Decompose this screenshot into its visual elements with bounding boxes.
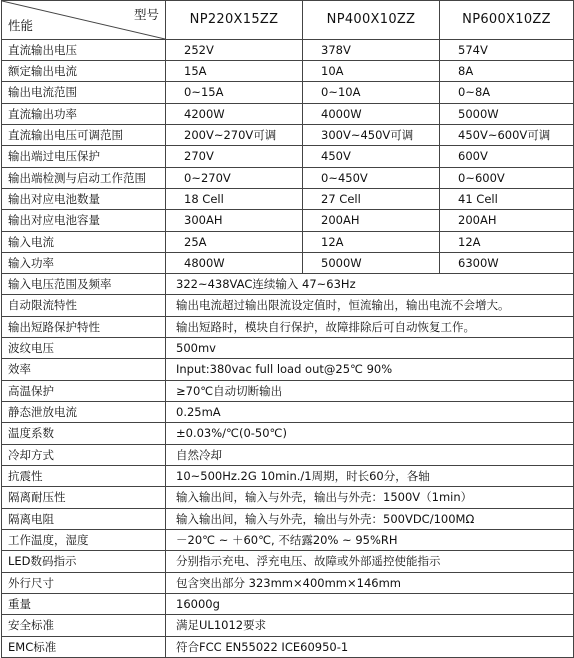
row-value: 8A [440,61,574,82]
row-label: 输出端过电压保护 [2,146,166,168]
row-label: 安全标准 [2,615,166,637]
table-row [2,359,574,381]
table-row [2,637,574,658]
row-value: 分别指示充电、浮充电压、故障或外部遥控使能指示 [166,551,574,573]
row-value: 300AH [166,210,303,232]
row-value: 200AH [440,210,574,232]
table-row [2,530,574,551]
row-value: 270V [166,146,303,168]
table-row [2,445,574,466]
row-label: 输入功率 [2,253,166,274]
row-label: 输出对应电池容量 [2,210,166,232]
table-row [2,146,574,168]
row-value: 4200W [166,104,303,125]
row-value: 600V [440,146,574,168]
row-value: 500mv [166,338,574,359]
table-row [2,317,574,338]
row-value: ±0.03%/℃(0-50℃) [166,423,574,445]
row-label: 冷却方式 [2,445,166,466]
model-header: NP600X10ZZ [440,1,574,40]
row-value: 包含突出部分 323mm×400mm×146mm [166,573,574,594]
row-value: 27 Cell [303,189,440,210]
row-label: 直流输出电压 [2,40,166,61]
table-row [2,487,574,509]
table-row [2,82,574,104]
row-label: 自动限流特性 [2,295,166,317]
row-value: 0~600V [440,168,574,189]
table-row [2,253,574,274]
row-value: 0~8A [440,82,574,104]
table-row [2,189,574,210]
table-row [2,274,574,295]
row-value: Input:380vac full load out@25℃ 90% [166,359,574,381]
table-row [2,381,574,402]
row-value: 0~10A [303,82,440,104]
row-label: 直流输出电压可调范围 [2,125,166,146]
row-label: 隔离耐压性 [2,487,166,509]
row-value: 4000W [303,104,440,125]
row-label: 波纹电压 [2,338,166,359]
row-value: 574V [440,40,574,61]
row-label: 抗震性 [2,466,166,487]
model-header: NP220X15ZZ [166,1,303,40]
table-row [2,402,574,423]
corner-label-performance: 性能 [8,18,34,33]
row-value: 10~500Hz.2G 10min./1周期，时长60分，各轴 [166,466,574,487]
row-value: 12A [440,232,574,253]
row-value: 输出电流超过输出限流设定值时，恒流输出，输出电流不会增大。 [166,295,574,317]
row-value: 自然冷却 [166,445,574,466]
row-value: 12A [303,232,440,253]
row-value: 450V~600V可调 [440,125,574,146]
table-row [2,61,574,82]
row-value: 0.25mA [166,402,574,423]
header-row [2,1,574,40]
row-value: 200AH [303,210,440,232]
row-value: 4800W [166,253,303,274]
table-row [2,125,574,146]
row-value: 输入输出间，输入与外壳，输出与外壳：1500V（1min） [166,487,574,509]
table-row [2,615,574,637]
table-row [2,104,574,125]
table-row [2,466,574,487]
row-label: 额定输出电流 [2,61,166,82]
table-row [2,232,574,253]
row-label: 输入电流 [2,232,166,253]
table-row [2,551,574,573]
table-row [2,210,574,232]
row-value: 41 Cell [440,189,574,210]
table-row [2,509,574,530]
table-row [2,40,574,61]
spec-table [1,0,574,658]
row-value: 5000W [440,104,574,125]
row-value: 0~15A [166,82,303,104]
row-value: 450V [303,146,440,168]
row-value: 25A [166,232,303,253]
row-label: EMC标准 [2,637,166,658]
header-corner-cell [2,1,166,40]
row-value: 符合FCC EN55022 ICE60950-1 [166,637,574,658]
row-label: 隔离电阻 [2,509,166,530]
table-row [2,423,574,445]
row-value: 10A [303,61,440,82]
row-value: ≥70℃自动切断输出 [166,381,574,402]
row-value: 满足UL1012要求 [166,615,574,637]
corner-label-model: 型号 [133,7,159,22]
row-label: 高温保护 [2,381,166,402]
row-value: 300V~450V可调 [303,125,440,146]
row-value: 15A [166,61,303,82]
row-value: 378V [303,40,440,61]
row-label: 直流输出功率 [2,104,166,125]
row-label: 工作温度，湿度 [2,530,166,551]
row-label: 外行尺寸 [2,573,166,594]
row-label: 输入电压范围及频率 [2,274,166,295]
row-label: 静态泄放电流 [2,402,166,423]
row-label: 输出电流范围 [2,82,166,104]
row-label: 效率 [2,359,166,381]
row-value: 输出短路时，模块自行保护，故障排除后可自动恢复工作。 [166,317,574,338]
row-value: 6300W [440,253,574,274]
table-row [2,295,574,317]
row-value: 16000g [166,594,574,615]
row-value: 5000W [303,253,440,274]
table-row [2,594,574,615]
model-header: NP400X10ZZ [303,1,440,40]
row-label: 输出对应电池数量 [2,189,166,210]
row-value: 18 Cell [166,189,303,210]
table-row [2,573,574,594]
table-row [2,338,574,359]
row-value: 200V~270V可调 [166,125,303,146]
table-row [2,168,574,189]
row-value: 252V [166,40,303,61]
row-label: 输出端检测与启动工作范围 [2,168,166,189]
row-value: 0~450V [303,168,440,189]
row-label: LED数码指示 [2,551,166,573]
row-value: 0~270V [166,168,303,189]
row-label: 输出短路保护特性 [2,317,166,338]
row-value: －20℃ ~ ＋60℃, 不结露20% ~ 95%RH [166,530,574,551]
row-label: 重量 [2,594,166,615]
row-value: 322~438VAC连续输入 47~63Hz [166,274,574,295]
row-label: 温度系数 [2,423,166,445]
row-value: 输入输出间，输入与外壳，输出与外壳：500VDC/100MΩ [166,509,574,530]
